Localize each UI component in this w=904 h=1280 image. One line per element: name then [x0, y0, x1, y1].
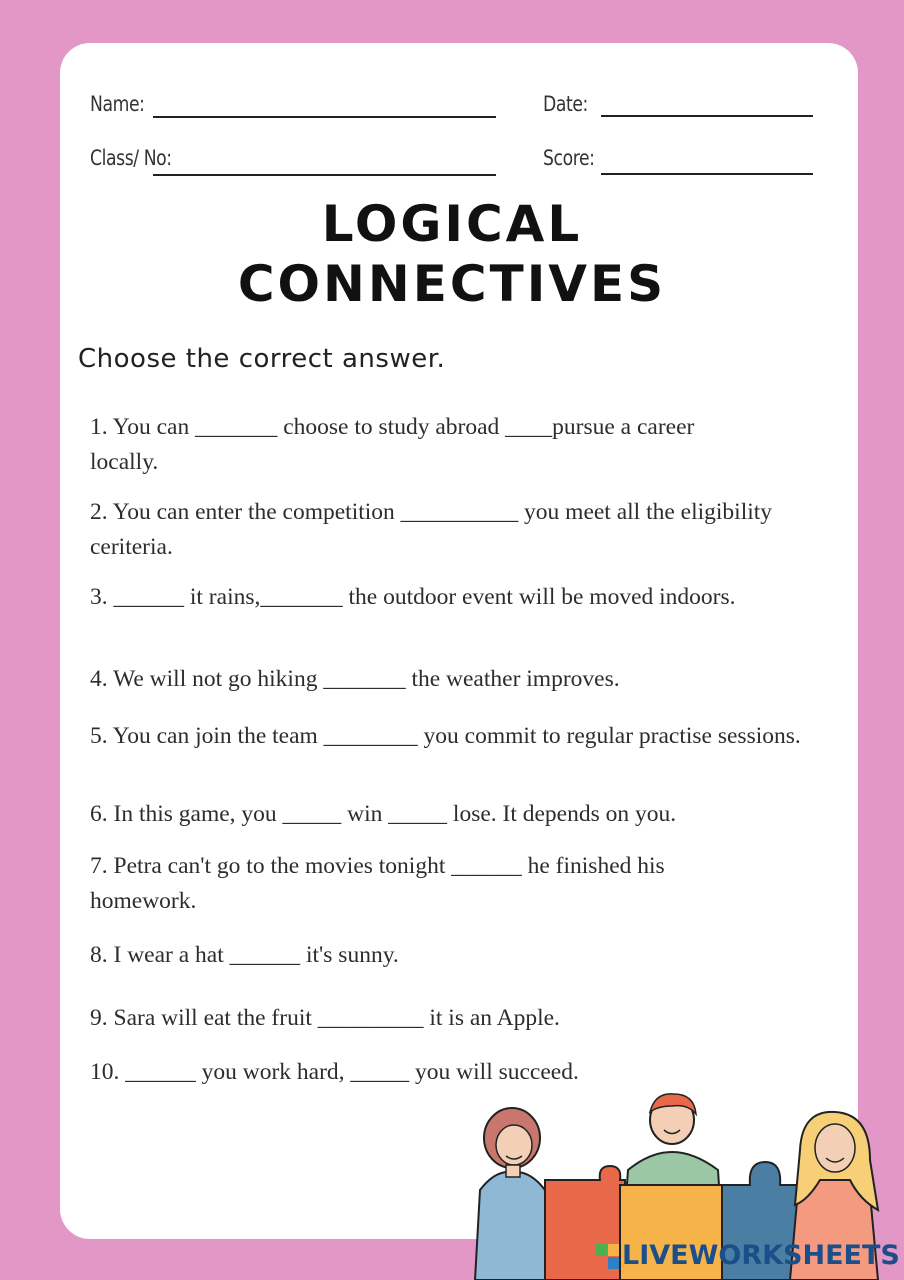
instruction-text: Choose the correct answer. [78, 344, 446, 374]
question-4: 4. We will not go hiking _______ the weather improves. [90, 666, 620, 692]
name-label: Name: [90, 92, 145, 116]
question-1: 1. You can _______ choose to study abroad ____pursue a career locally. [90, 414, 695, 475]
question-10: 10. ______ you work hard, _____ you will succeed. [90, 1059, 579, 1085]
class-input-line[interactable] [153, 174, 496, 176]
class-label: Class/ No: [90, 146, 172, 170]
liveworksheets-logo-icon [596, 1244, 620, 1270]
question-7: 7. Petra can't go to the movies tonight ______ he finished his homework. [90, 853, 665, 914]
date-input-line[interactable] [601, 115, 813, 117]
question-2: 2. You can enter the competition __________ you meet all the eligibility ceriteria. [90, 499, 773, 560]
person-left-icon [475, 1108, 550, 1280]
question-5: 5. You can join the team ________ you commit to regular practise sessions. [90, 723, 801, 749]
question-8: 8. I wear a hat ______ it's sunny. [90, 942, 399, 968]
name-input-line[interactable] [153, 116, 496, 118]
date-label: Date: [543, 92, 588, 116]
question-3: 3. ______ it rains,_______ the outdoor event will be moved indoors. [90, 584, 736, 610]
page-title-line-1: LOGICAL [321, 195, 583, 253]
question-6: 6. In this game, you _____ win _____ lose. It depends on you. [90, 801, 677, 827]
watermark-text: LIVEWORKSHEETS [622, 1240, 900, 1271]
score-input-line[interactable] [601, 173, 813, 175]
score-label: Score: [543, 146, 595, 170]
page-title-line-2: CONNECTIVES [237, 255, 667, 313]
question-9: 9. Sara will eat the fruit _________ it is an Apple. [90, 1005, 560, 1031]
